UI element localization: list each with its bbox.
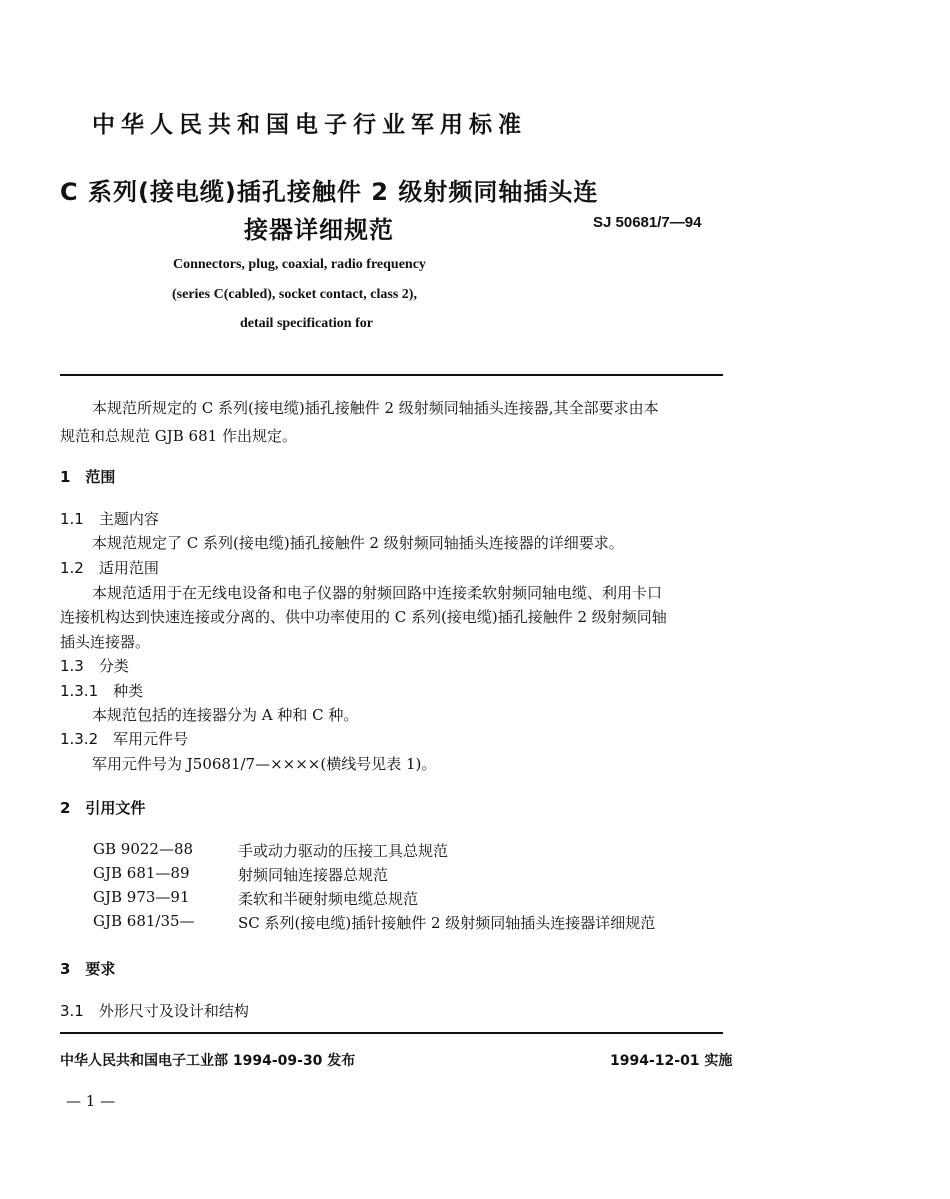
reference-title: SC 系列(接电缆)插针接触件 2 级射频同轴插头连接器详细规范 bbox=[238, 914, 656, 932]
section-1-2-text-line2: 连接机构达到快速连接或分离的、供中功率使用的 C 系列(接电缆)插孔接触件 2 级射频同轴 bbox=[60, 608, 667, 626]
title-cn-line1: C 系列(接电缆)插孔接触件 2 级射频同轴插头连 bbox=[60, 178, 599, 206]
title-en-line1: Connectors, plug, coaxial, radio frequency bbox=[173, 257, 426, 272]
reference-code: GJB 973—91 bbox=[93, 888, 190, 906]
intro-line1: 本规范所规定的 C 系列(接电缆)插孔接触件 2 级射频同轴插头连接器,其全部要求由本 bbox=[92, 399, 659, 417]
section-1-1-text: 本规范规定了 C 系列(接电缆)插孔接触件 2 级射频同轴插头连接器的详细要求。 bbox=[92, 534, 624, 552]
title-cn-line2: 接器详细规范 bbox=[244, 216, 394, 244]
section-1-3-2-text: 军用元件号为 J50681/7—××××(横线号见表 1)。 bbox=[92, 755, 437, 773]
issue-date: 中华人民共和国电子工业部 1994-09-30 发布 bbox=[60, 1053, 356, 1069]
section-1-heading: 1 范围 bbox=[60, 468, 116, 486]
section-3-1-heading: 3.1 外形尺寸及设计和结构 bbox=[60, 1002, 249, 1020]
title-en-line2: (series C(cabled), socket contact, class 2), bbox=[172, 287, 417, 302]
intro-line2: 规范和总规范 GJB 681 作出规定。 bbox=[60, 427, 297, 445]
effective-date: 1994-12-01 实施 bbox=[610, 1053, 733, 1069]
reference-title: 射频同轴连接器总规范 bbox=[238, 866, 389, 884]
section-2-heading: 2 引用文件 bbox=[60, 799, 146, 817]
reference-code: GJB 681—89 bbox=[93, 864, 190, 882]
section-1-3-2-heading: 1.3.2 军用元件号 bbox=[60, 730, 189, 748]
page-number: — 1 — bbox=[66, 1092, 116, 1110]
section-1-3-heading: 1.3 分类 bbox=[60, 657, 129, 675]
title-en-line3: detail specification for bbox=[240, 316, 373, 331]
section-1-2-heading: 1.2 适用范围 bbox=[60, 559, 159, 577]
section-1-3-1-text: 本规范包括的连接器分为 A 种和 C 种。 bbox=[92, 706, 359, 724]
section-1-2-text-line1: 本规范适用于在无线电设备和电子仪器的射频回路中连接柔软射频同轴电缆、利用卡口 bbox=[92, 584, 663, 602]
standard-code: SJ 50681/7—94 bbox=[593, 214, 702, 231]
section-1-2-text-line3: 插头连接器。 bbox=[60, 633, 151, 651]
footer-divider bbox=[60, 1032, 723, 1034]
reference-code: GJB 681/35— bbox=[93, 912, 195, 930]
reference-title: 柔软和半硬射频电缆总规范 bbox=[238, 890, 419, 908]
section-1-3-1-heading: 1.3.1 种类 bbox=[60, 682, 144, 700]
section-3-heading: 3 要求 bbox=[60, 960, 116, 978]
reference-title: 手或动力驱动的压接工具总规范 bbox=[238, 842, 449, 860]
section-1-1-heading: 1.1 主题内容 bbox=[60, 510, 159, 528]
standard-header: 中华人民共和国电子行业军用标准 bbox=[92, 112, 527, 138]
reference-code: GB 9022—88 bbox=[93, 840, 194, 858]
header-divider bbox=[60, 374, 723, 376]
